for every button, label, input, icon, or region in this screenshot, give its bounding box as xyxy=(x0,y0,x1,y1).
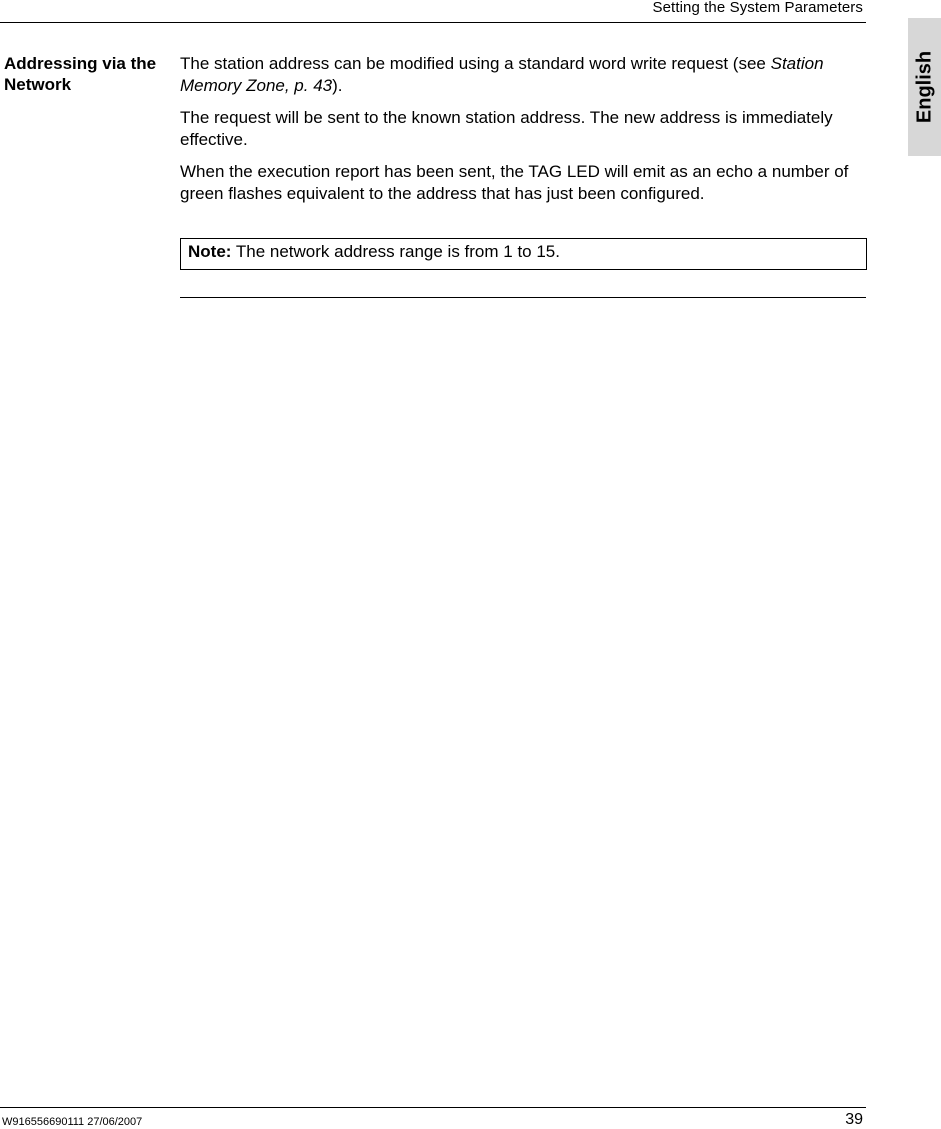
note-text: The network address range is from 1 to 15. xyxy=(231,242,560,261)
footer-document-reference: W916556690111 27/06/2007 xyxy=(2,1116,143,1128)
paragraph-text-end: ). xyxy=(332,76,343,95)
running-header: Setting the System Parameters xyxy=(652,0,863,16)
section-end-divider xyxy=(180,297,866,298)
page-number: 39 xyxy=(845,1111,863,1128)
paragraph-execution-report: When the execution report has been sent, the TAG LED will emit as an echo a number of green flashes equivalent to the address that has just been configured. xyxy=(180,162,849,203)
section-heading: Addressing via the Network xyxy=(4,54,157,94)
note-label: Note: xyxy=(188,242,232,261)
header-divider xyxy=(0,22,866,23)
language-tab-label: English xyxy=(913,50,935,124)
footer-divider xyxy=(0,1107,866,1108)
paragraph-station-address xyxy=(180,53,866,97)
cross-reference-link[interactable]: Station Memory Zone, p. 43 xyxy=(180,54,824,95)
note-box xyxy=(180,238,867,270)
section-body xyxy=(180,53,866,215)
paragraph-text: The station address can be modified using a standard word write request (see xyxy=(180,54,771,73)
language-tab xyxy=(908,18,941,156)
paragraph-request: The request will be sent to the known station address. The new address is immediately effective. xyxy=(180,108,833,149)
